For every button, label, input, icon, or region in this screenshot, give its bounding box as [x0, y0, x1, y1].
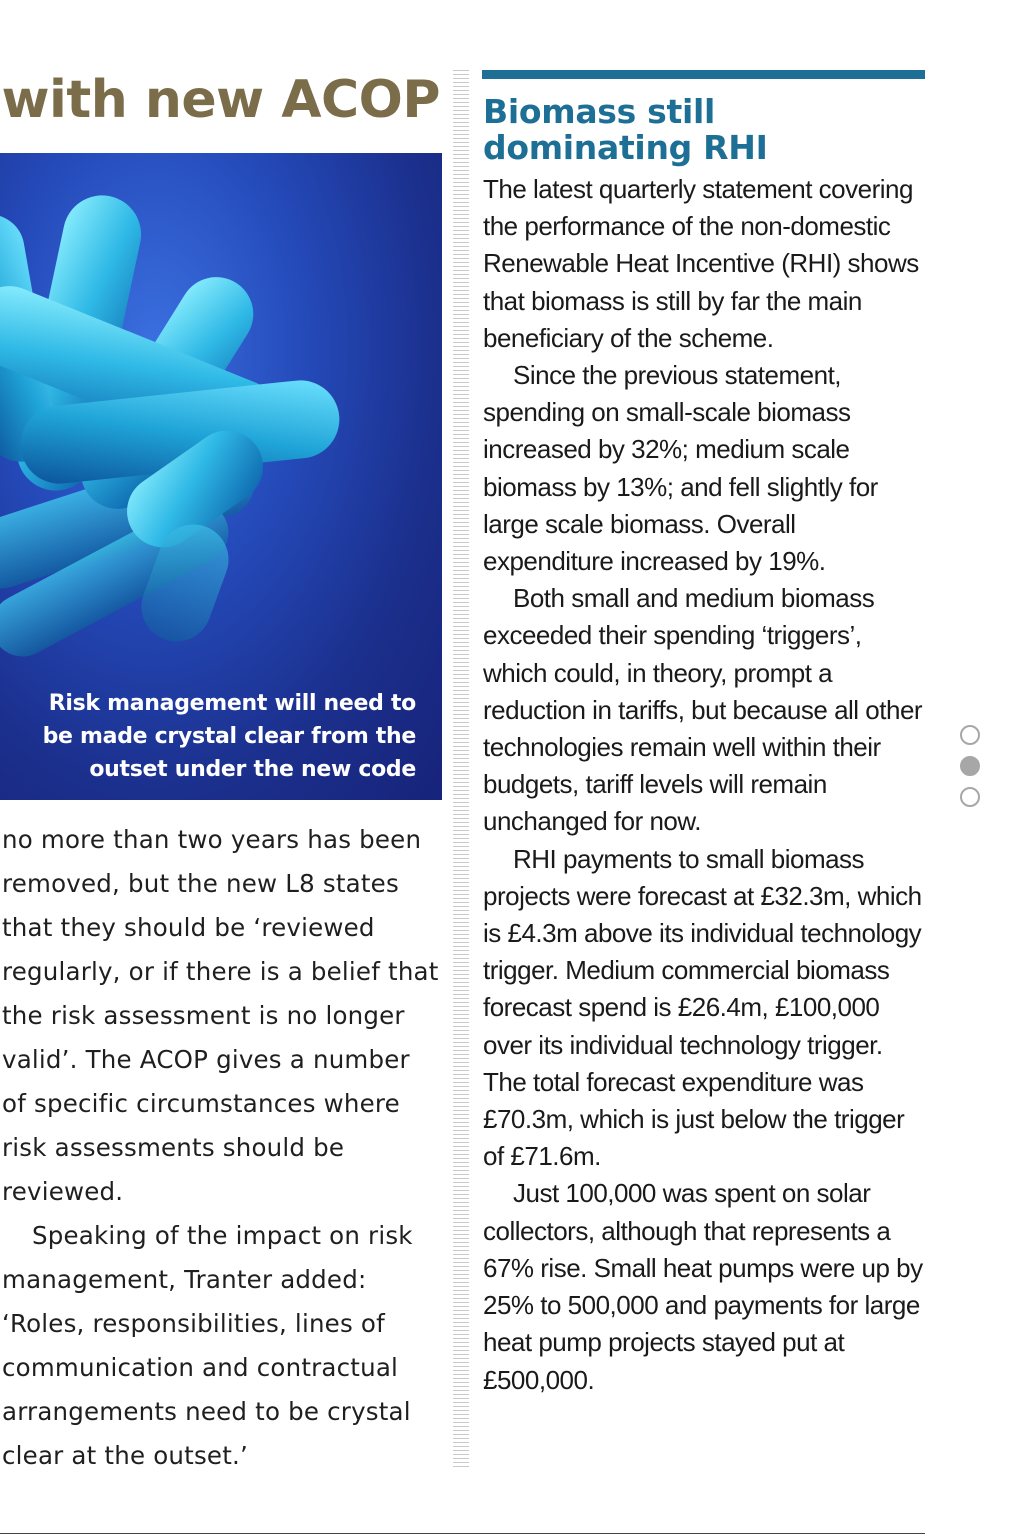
page-dot-3[interactable]	[960, 787, 980, 807]
column-divider	[453, 70, 469, 1468]
body-paragraph: no more than two years has been removed, but the new L8 states that they should be ‘reviewed regularly, or if there is a belief that the risk assessment is no longer valid’. The ACOP gives a number of specific circumstances where risk assessments should be reviewed.	[2, 825, 439, 1206]
page-dot-1[interactable]	[960, 725, 980, 745]
body-paragraph: Speaking of the impact on risk management, Tranter added: ‘Roles, responsibilities, lines of communication and contractual arrangements need to be crystal clear at the outset.’	[2, 1221, 413, 1470]
page-indicator	[960, 725, 986, 818]
page-dot-2-active[interactable]	[960, 756, 980, 776]
sidebar-top-rule	[482, 70, 925, 79]
sidebar-title: Biomass still dominating RHI	[483, 92, 768, 167]
sidebar-paragraph: Since the previous statement, spending on small-scale biomass increased by 32%; medium scale biomass by 13%; and fell slightly for large scale biomass. Overall expenditure increased by 19%.	[483, 360, 878, 577]
bacteria-photo	[0, 153, 442, 800]
sidebar-paragraph: RHI payments to small biomass projects were forecast at £32.3m, which is £4.3m above its individual technology trigger. Medium commercial biomass forecast spend is £26.4m, £100,000 over its individual technology trigger. The total forecast expenditure was £70.3m, which is just below the trigger of £71.6m.	[483, 843, 922, 1172]
photo-caption: Risk management will need to be made crystal clear from the outset under the new code	[42, 691, 416, 782]
sidebar-paragraph: Both small and medium biomass exceeded their spending ‘triggers’, which could, in theory, prompt a reduction in tariffs, but because all other technologies remain well within their budgets, tariff levels will remain unchanged for now.	[483, 583, 923, 837]
bottom-rule	[0, 1533, 925, 1534]
article-headline: with new ACOP	[1, 70, 440, 130]
left-article-body	[2, 818, 440, 1478]
sidebar-paragraph: The latest quarterly statement covering the performance of the non-domestic Renewable Heat Incentive (RHI) shows that biomass is still by far the main beneficiary of the scheme.	[483, 174, 919, 353]
sidebar-paragraph: Just 100,000 was spent on solar collectors, although that represents a 67% rise. Small heat pumps were up by 25% to 500,000 and payments for large heat pump projects stayed put at £500,000.	[483, 1178, 923, 1395]
sidebar-article-body	[483, 171, 923, 1399]
